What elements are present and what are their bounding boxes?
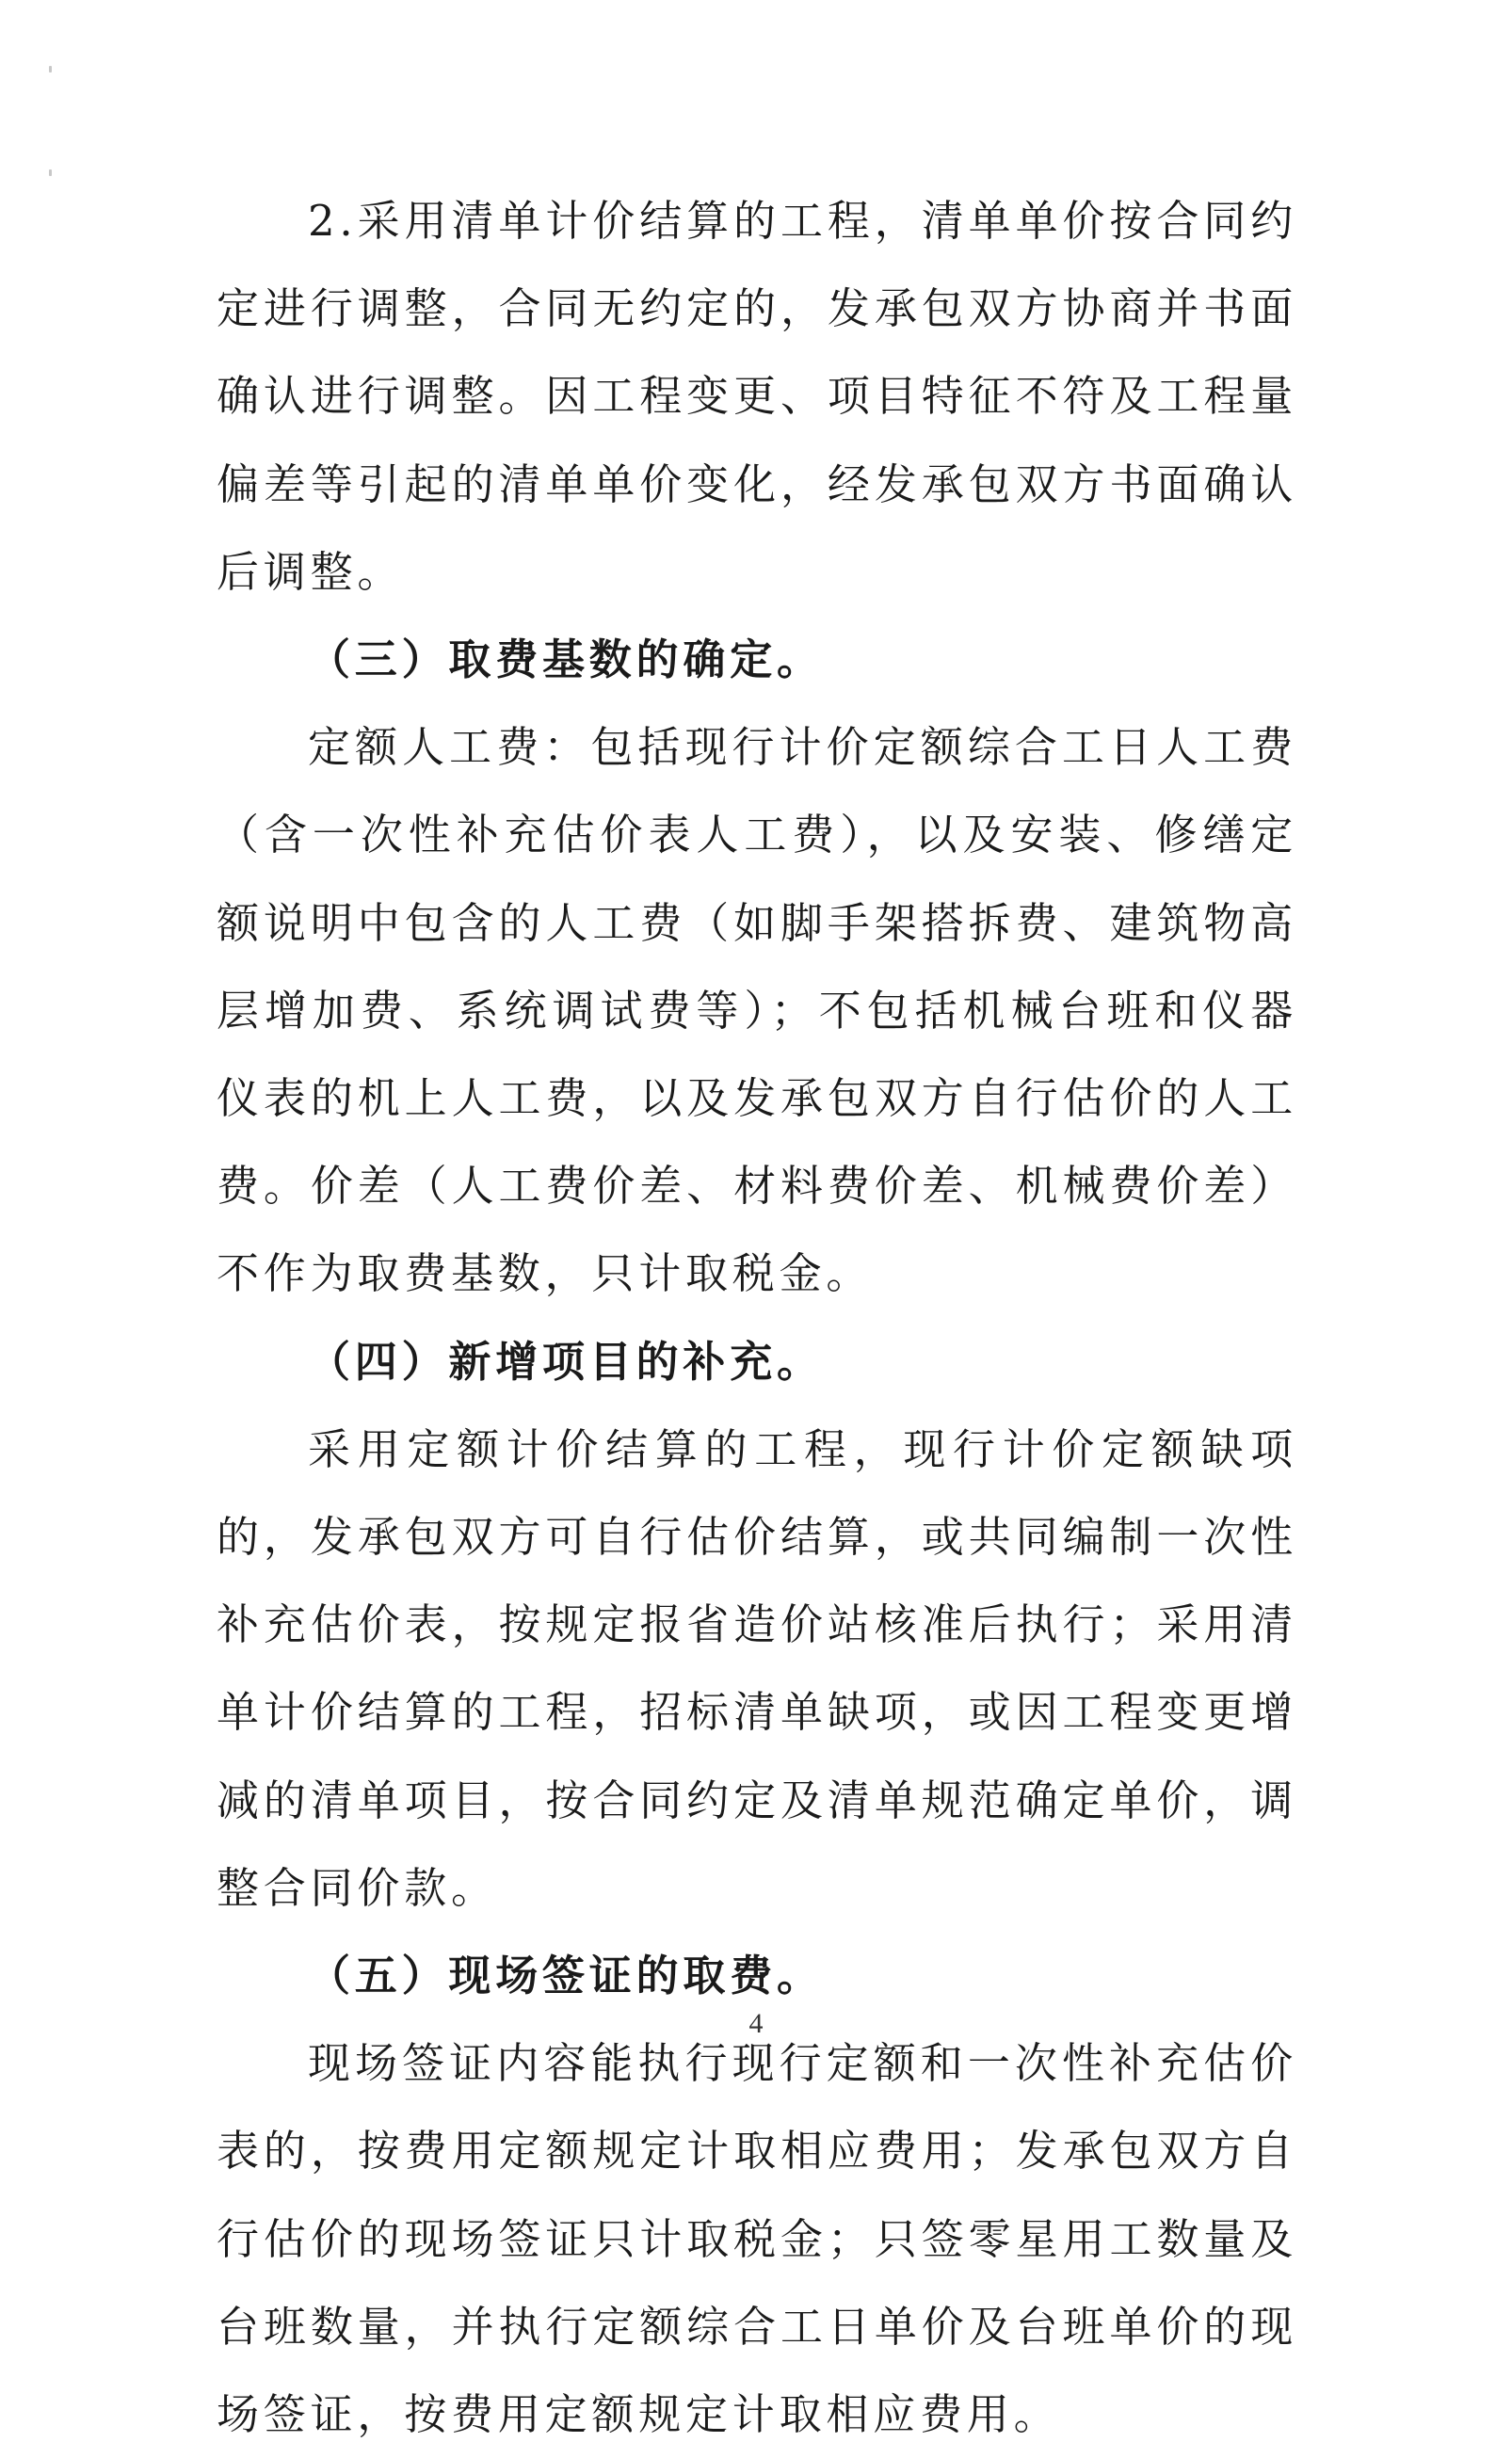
paragraph-site-visa: 现场签证内容能执行现行定额和一次性补充估价表的，按费用定额规定计取相应费用；发承包双方自行估价的现场签证只计取税金；只签零星用工数量及台班数量，并执行定额综合工日单价及台班单价的现场签证，按费用定额规定计取相应费用。 [217, 2038, 1297, 2440]
page-number: 4 [748, 2008, 764, 2039]
heading-fee-base: （三）取费基数的确定。 [308, 635, 824, 685]
paragraph-new-items: 采用定额计价结算的工程，现行计价定额缺项的，发承包双方可自行估价结算，或共同编制一次性补充估价表，按规定报省造价站核准后执行；采用清单计价结算的工程，招标清单缺项，或因工程变更增减的清单项目，按合同约定及清单规范确定单价，调整合同价款。 [217, 1423, 1297, 1913]
heading-site-visa: （五）现场签证的取费。 [308, 1951, 824, 2001]
paragraph-labor-cost: 定额人工费：包括现行计价定额综合工日人工费（含一次性补充估价表人工费），以及安装、修缮定额说明中包含的人工费（如脚手架搭拆费、建筑物高层增加费、系统调试费等）；不包括机械台班和仪器仪表的机上人工费，以及发承包双方自行估价的人工费。价差（人工费价差、材料费价差、机械费价差）不作为取费基数，只计取税金。 [217, 722, 1297, 1299]
heading-new-items: （四）新增项目的补充。 [308, 1336, 824, 1387]
document-body [217, 177, 1297, 2458]
scan-speck [49, 66, 52, 72]
scan-speck [49, 169, 52, 176]
paragraph-unit-price-adjustment: 2.采用清单计价结算的工程，清单单价按合同约定进行调整，合同无约定的，发承包双方协商并书面确认进行调整。因工程变更、项目特征不符及工程量偏差等引起的清单单价变化，经发承包双方书面确认后调整。 [217, 196, 1297, 597]
